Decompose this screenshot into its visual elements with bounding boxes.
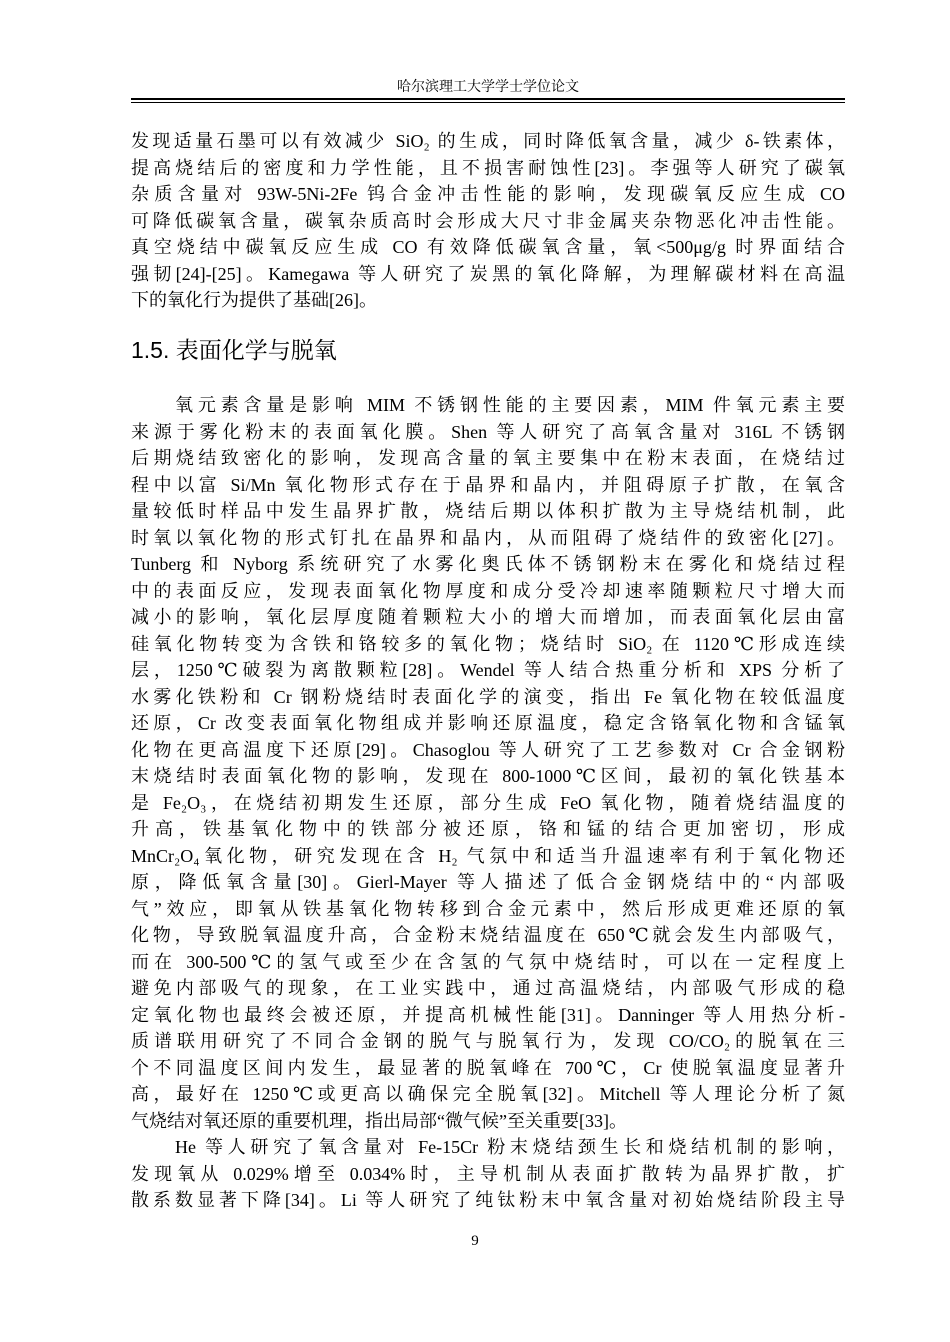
page-number: 9 (471, 1233, 479, 1249)
running-header: 哈尔滨理工大学学士学位论文 (397, 79, 579, 95)
text-line: 提高烧结后的密度和力学性能，且不损害耐蚀性[23]。李强等人研究了碳氧 (131, 157, 845, 178)
text-line: 而在 300-500℃的氢气或至少在含氢的气氛中烧结时，可以在一定程度上 (131, 951, 845, 972)
text-line: 化物，导致脱氧温度升高，合金粉末烧结温度在 650℃就会发生内部吸气， (131, 925, 845, 945)
text-line: 升高，铁基氧化物中的铁部分被还原，铬和锰的结合更加密切，形成 (131, 819, 845, 839)
text-line: 高，最好在 1250℃或更高以确保完全脱氧[32]。Mitchell 等人理论分析了氮 (131, 1084, 845, 1104)
text-line: 氧元素含量是影响 MIM 不锈钢性能的主要因素，MIM 件氧元素主要 (175, 395, 845, 415)
text-line: 气”效应，即氧从铁基氧化物转移到合金元素中，然后形成更难还原的氧 (131, 898, 845, 919)
text-line: 层，1250℃破裂为离散颗粒[28]。Wendel 等人结合热重分析和 XPS 分析了 (131, 660, 845, 680)
text-line: 质谱联用研究了不同合金钢的脱气与脱氧行为，发现 CO/CO₂的脱氧在三 (131, 1031, 845, 1051)
text-line: 中的表面反应，发现表面氧化物厚度和成分受冷却速率随颗粒尺寸增大而 (131, 580, 845, 601)
text-line: 硅氧化物转变为含铁和铬较多的氧化物；烧结时 SiO₂ 在 1120℃形成连续 (131, 633, 845, 654)
text-line: 量较低时样品中发生晶界扩散，烧结后期以体积扩散为主导烧结机制，此 (131, 501, 845, 521)
text-line: MnCr₂O₄氧化物，研究发现在含 H₂ 气氛中和适当升温速率有利于氧化物还 (131, 845, 845, 866)
text-line: 原，降低氧含量[30]。Gierl-Mayer 等人描述了低合金钢烧结中的“内部吸 (131, 872, 845, 892)
text-line: 下的氧化行为提供了基础[26]。 (131, 290, 377, 310)
text-line: 可降低碳氧含量，碳氧杂质高时会形成大尺寸非金属夹杂物恶化冲击性能。 (131, 210, 845, 231)
text-line: 是 Fe₂O₃，在烧结初期发生还原，部分生成 FeO 氧化物，随着烧结温度的 (131, 792, 845, 813)
section-heading: 1.5. 表面化学与脱氧 (131, 337, 337, 363)
text-line: 水雾化铁粉和 Cr 钢粉烧结时表面化学的演变，指出 Fe 氧化物在较低温度 (131, 686, 845, 707)
text-line: 来源于雾化粉末的表面氧化膜。Shen 等人研究了高氧含量对 316L 不锈钢 (131, 421, 845, 442)
text-line: 发现氧从 0.029%增至 0.034%时，主导机制从表面扩散转为晶界扩散，扩 (131, 1163, 845, 1184)
header-rule-thick (131, 98, 845, 100)
text-line: 个不同温度区间内发生，最显著的脱氧峰在 700℃，Cr 使脱氧温度显著升 (131, 1057, 845, 1078)
section-body (131, 392, 845, 1214)
text-line: He 等人研究了氧含量对 Fe-15Cr 粉末烧结颈生长和烧结机制的影响， (175, 1137, 845, 1157)
top-paragraph (131, 128, 845, 314)
text-line: 强韧[24]-[25]。Kamegawa 等人研究了炭黑的氧化降解，为理解碳材料在高温 (131, 263, 845, 284)
text-line: 避免内部吸气的现象，在工业实践中，通过高温烧结，内部吸气形成的稳 (131, 978, 845, 998)
text-line: 散系数显著下降[34]。Li 等人研究了纯钛粉末中氧含量对初始烧结阶段主导 (131, 1190, 845, 1210)
text-line: 减小的影响，氧化层厚度随着颗粒大小的增大而增加，而表面氧化层由富 (131, 607, 845, 627)
text-line: 真空烧结中碳氧反应生成 CO 有效降低碳氧含量，氧<500μg/g 时界面结合 (131, 237, 845, 257)
text-line: 杂质含量对 93W-5Ni-2Fe 钨合金冲击性能的影响，发现碳氧反应生成 CO (131, 184, 845, 204)
text-line: 气烧结对氧还原的重要机理，指出局部“微气候”至关重要[33]。 (131, 1110, 627, 1131)
text-line: 程中以富 Si/Mn 氧化物形式存在于晶界和晶内，并阻碍原子扩散，在氧含 (131, 474, 845, 495)
text-line: 定氧化物也最终会被还原，并提高机械性能[31]。Danninger 等人用热分析- (131, 1004, 845, 1025)
text-line: 时氧以氧化物的形式钉扎在晶界和晶内，从而阻碍了烧结件的致密化[27]。 (131, 527, 845, 548)
text-line: 后期烧结致密化的影响，发现高含量的氧主要集中在粉末表面，在烧结过 (131, 448, 845, 468)
text-line: 化物在更高温度下还原[29]。Chasoglou 等人研究了工艺参数对 Cr 合金钢粉 (131, 739, 845, 760)
text-line: 还原，Cr 改变表面氧化物组成并影响还原温度，稳定含铬氧化物和含锰氧 (131, 713, 845, 733)
text-line: 末烧结时表面氧化物的影响，发现在 800-1000℃区间，最初的氧化铁基本 (131, 766, 845, 786)
header-rule-thin (131, 102, 845, 103)
text-line: 发现适量石墨可以有效减少 SiO₂ 的生成，同时降低氧含量，减少 δ-铁素体， (131, 131, 845, 151)
text-line: Tunberg 和 Nyborg 系统研究了水雾化奥氏体不锈钢粉末在雾化和烧结过程 (131, 554, 845, 574)
